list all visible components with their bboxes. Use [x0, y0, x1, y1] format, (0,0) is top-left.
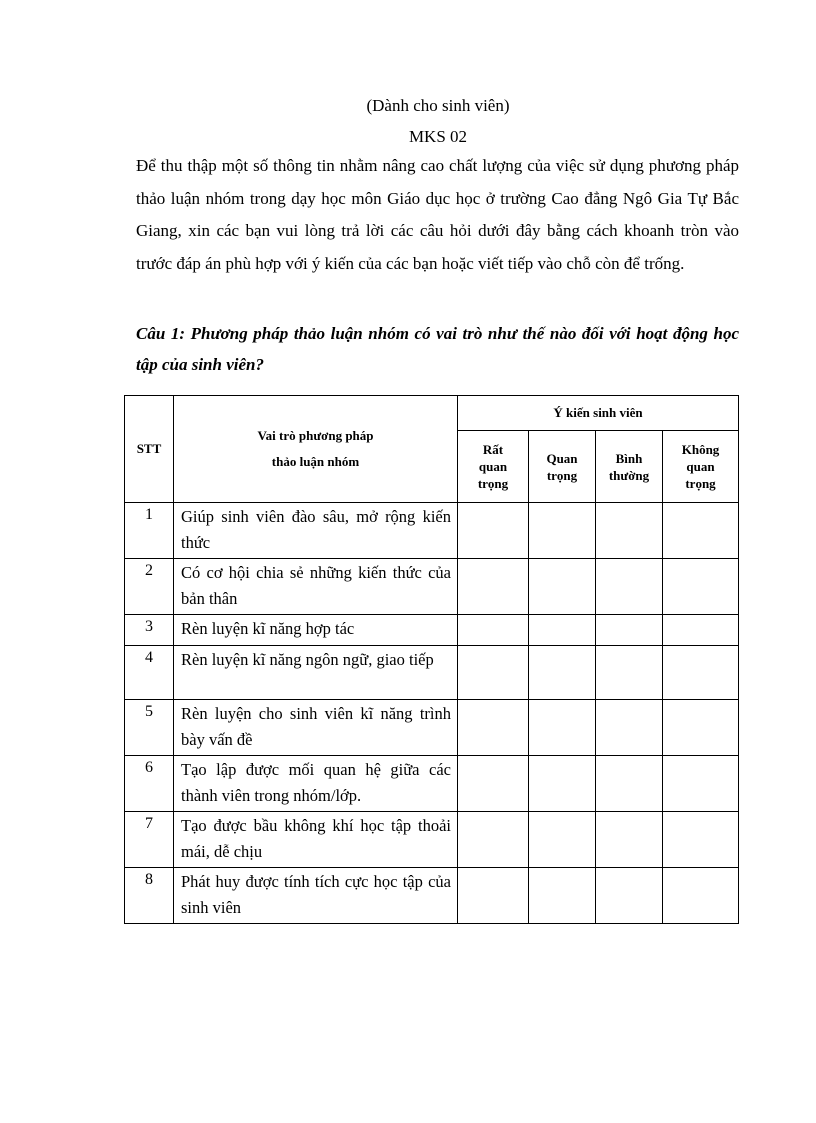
answer-cell[interactable] [663, 868, 739, 924]
row-role-text: Phát huy được tính tích cực học tập của sinh viên [174, 868, 458, 924]
answer-cell[interactable] [458, 503, 529, 559]
answer-cell[interactable] [596, 756, 663, 812]
table-row [125, 615, 739, 646]
answer-cell[interactable] [529, 503, 596, 559]
row-stt: 8 [125, 868, 174, 924]
answer-cell[interactable] [596, 615, 663, 646]
header-role-line2: thảo luận nhóm [271, 454, 360, 469]
table-row [125, 756, 739, 812]
table-row [125, 559, 739, 615]
answer-cell[interactable] [529, 812, 596, 868]
table-row [125, 700, 739, 756]
header-option-line: Không [681, 442, 720, 457]
header-option-line: quan [478, 459, 508, 474]
header-opinion: Ý kiến sinh viên [458, 396, 739, 431]
header-stt: STT [125, 396, 174, 503]
answer-cell[interactable] [529, 700, 596, 756]
row-stt: 2 [125, 559, 174, 615]
answer-cell[interactable] [529, 615, 596, 646]
answer-cell[interactable] [663, 756, 739, 812]
intro-paragraph: Để thu thập một số thông tin nhằm nâng cao chất lượng của việc sử dụng phương pháp thảo luận nhóm trong dạy học môn Giáo dục học ở trường Cao đẳng Ngô Gia Tự Bắc Giang, xin các bạn vui lòng trả lời các câu hỏi dưới đây bằng cách khoanh tròn vào trước đáp án phù hợp với ý kiến của các bạn hoặc viết tiếp vào chỗ còn để trống. [136, 156, 739, 273]
table-row [125, 812, 739, 868]
header-option-line: trọng [477, 476, 509, 491]
answer-cell[interactable] [596, 559, 663, 615]
header-option-line: thường [608, 467, 650, 483]
row-role-text: Tạo lập được mối quan hệ giữa các thành viên trong nhóm/lớp. [174, 756, 458, 812]
answer-cell[interactable] [663, 700, 739, 756]
answer-cell[interactable] [458, 868, 529, 924]
row-stt: 7 [125, 812, 174, 868]
row-stt: 5 [125, 700, 174, 756]
row-role-text: Rèn luyện kĩ năng ngôn ngữ, giao tiếp [174, 646, 458, 700]
answer-cell[interactable] [529, 868, 596, 924]
table-row [125, 868, 739, 924]
header-role [174, 396, 458, 503]
answer-cell[interactable] [596, 646, 663, 700]
document-code: MKS 02 [408, 127, 468, 146]
document-subtitle: (Dành cho sinh viên) [366, 96, 510, 115]
answer-cell[interactable] [663, 503, 739, 559]
answer-cell[interactable] [596, 503, 663, 559]
answer-cell[interactable] [458, 615, 529, 646]
header-option [458, 431, 529, 503]
answer-cell[interactable] [529, 646, 596, 700]
answer-cell[interactable] [663, 646, 739, 700]
row-stt: 3 [125, 615, 174, 646]
table-row [125, 646, 739, 700]
row-stt: 1 [125, 503, 174, 559]
row-role-text: Có cơ hội chia sẻ những kiến thức của bản thân [174, 559, 458, 615]
question-1: Câu 1: Phương pháp thảo luận nhóm có vai trò như thế nào đối với hoạt động học tập của sinh viên? [136, 324, 739, 374]
row-stt: 6 [125, 756, 174, 812]
table-row [125, 503, 739, 559]
header-option [663, 431, 739, 503]
header-option-line: quan [686, 459, 715, 474]
header-option [529, 431, 596, 503]
answer-cell[interactable] [458, 646, 529, 700]
answer-cell[interactable] [663, 559, 739, 615]
answer-cell[interactable] [596, 812, 663, 868]
header-option-line: trọng [546, 467, 578, 483]
header-option [596, 431, 663, 503]
row-role-text: Giúp sinh viên đào sâu, mở rộng kiến thức [174, 503, 458, 559]
answer-cell[interactable] [529, 756, 596, 812]
answer-cell[interactable] [458, 812, 529, 868]
survey-table [124, 395, 739, 924]
row-role-text: Rèn luyện cho sinh viên kĩ năng trình bày vấn đề [174, 700, 458, 756]
answer-cell[interactable] [596, 868, 663, 924]
header-option-line: Quan [546, 450, 578, 466]
answer-cell[interactable] [663, 615, 739, 646]
row-role-text: Rèn luyện kĩ năng hợp tác [174, 615, 458, 646]
answer-cell[interactable] [529, 559, 596, 615]
answer-cell[interactable] [458, 559, 529, 615]
answer-cell[interactable] [458, 756, 529, 812]
row-stt: 4 [125, 646, 174, 700]
header-option-line: Bình [615, 450, 643, 466]
header-option-line: Rất [482, 442, 504, 457]
answer-cell[interactable] [596, 700, 663, 756]
row-role-text: Tạo được bầu không khí học tập thoải mái, dễ chịu [174, 812, 458, 868]
answer-cell[interactable] [663, 812, 739, 868]
answer-cell[interactable] [458, 700, 529, 756]
header-role-line1: Vai trò phương pháp [257, 428, 374, 443]
header-option-line: trọng [685, 476, 716, 491]
